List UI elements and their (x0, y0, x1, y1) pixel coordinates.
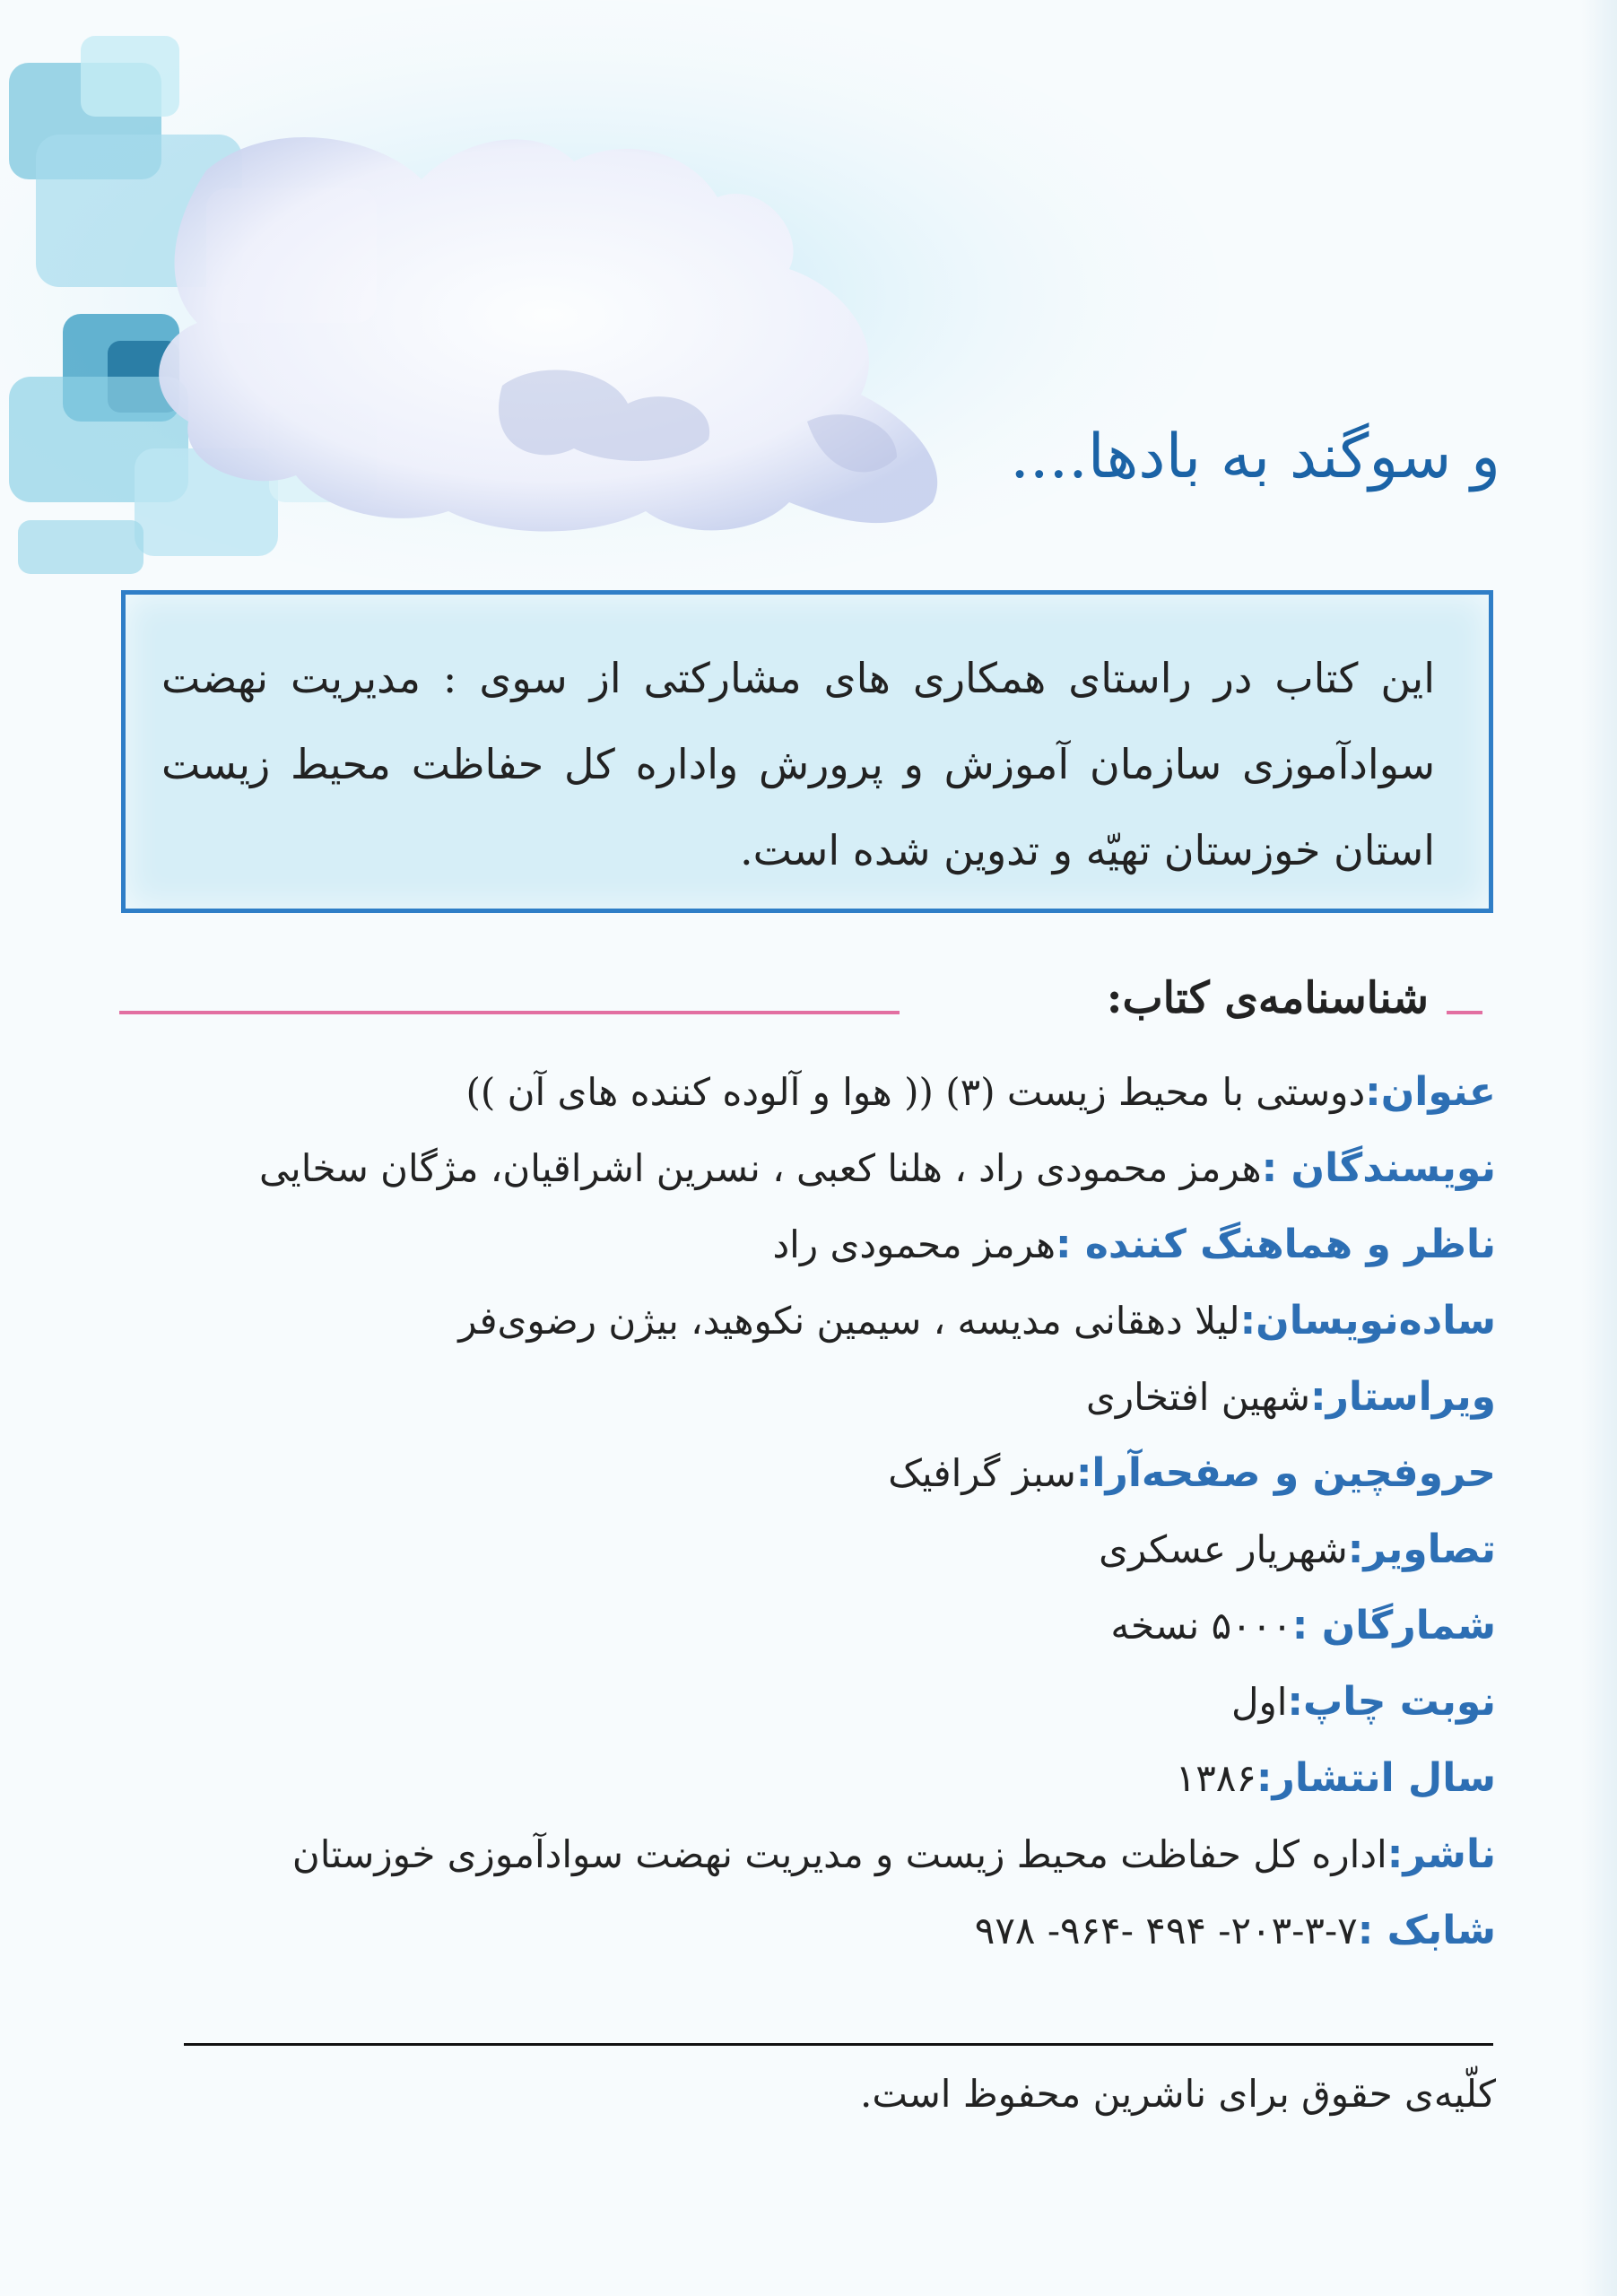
info-label: سال انتشار: (1256, 1755, 1496, 1801)
info-row-edition (133, 1664, 1496, 1740)
copyright-note: کلّیه‌ی حقوق برای ناشرین محفوظ است. (860, 2072, 1496, 2116)
info-value: هرمز محمودی راد (772, 1222, 1056, 1266)
info-value: هرمز محمودی راد ، هلنا کعبی ، نسرین اشراقیان، مژگان سخایی (259, 1146, 1262, 1190)
info-value: لیلا دهقانی مدیسه ، سیمین نکوهید، بیژن رضوی‌فر (458, 1299, 1240, 1343)
info-value: شهریار عسکری (1099, 1527, 1348, 1571)
intro-text: این کتاب در راستای همکاری های مشارکتی از سوی : مدیریت نهضت سوادآموزی سازمان آموزش و پرورش واداره کل حفاظت محیط زیست استان خوزستان تهیّه و تدوین شده است. (161, 654, 1435, 874)
info-value: ۷-۳-۲۰۳- ۴۹۴ -۹۶۴- ۹۷۸ (974, 1909, 1358, 1952)
section-title: شناسنامه‌ی کتاب: (1106, 973, 1429, 1023)
info-row-editor (133, 1359, 1496, 1435)
info-row-authors (133, 1130, 1496, 1206)
info-value: شهین افتخاری (1085, 1375, 1310, 1419)
info-label: ناشر: (1387, 1831, 1496, 1877)
info-value: سبز گرافیک (888, 1451, 1076, 1495)
info-row-isbn (133, 1892, 1496, 1969)
info-label: ناظر و هماهنگ کننده : (1055, 1222, 1496, 1267)
book-info-list (133, 1054, 1496, 1969)
book-identity-heading (119, 973, 1482, 1045)
info-label: تصاویر: (1347, 1526, 1496, 1572)
footer-divider (184, 2043, 1493, 2046)
info-row-typesetting (133, 1435, 1496, 1511)
info-label: شمارگان : (1291, 1603, 1496, 1648)
info-label: عنوان: (1365, 1069, 1496, 1115)
info-row-title (133, 1054, 1496, 1130)
info-value: ۱۳۸۶ (1175, 1756, 1256, 1800)
info-row-circulation (133, 1587, 1496, 1664)
motto-heading: و سوگند به بادها.... (1010, 422, 1500, 492)
info-label: ویراستار: (1309, 1374, 1496, 1420)
info-value: دوستی با محیط زیست (۳) (( هوا و آلوده کننده های آن )) (465, 1070, 1366, 1114)
heading-rule-long (119, 1011, 900, 1014)
info-row-supervisor (133, 1206, 1496, 1283)
info-value: اول (1230, 1680, 1288, 1724)
info-label: نوبت چاپ: (1287, 1679, 1496, 1725)
page-edge (1581, 0, 1617, 2296)
cloud-header-illustration (0, 0, 1525, 592)
info-row-year (133, 1740, 1496, 1816)
info-row-publisher (133, 1816, 1496, 1892)
info-label: نویسندگان : (1261, 1145, 1496, 1191)
info-label: شابک : (1357, 1908, 1496, 1953)
info-label: ساده‌نویسان: (1239, 1298, 1496, 1344)
heading-rule-short (1447, 1011, 1482, 1014)
info-row-simplifiers (133, 1283, 1496, 1359)
intro-box (121, 590, 1493, 913)
info-label: حروفچین و صفحه‌آرا: (1075, 1450, 1496, 1496)
info-value: اداره کل حفاظت محیط زیست و مدیریت نهضت سوادآموزی خوزستان (291, 1832, 1387, 1876)
info-row-illustrations (133, 1511, 1496, 1587)
info-value: ۵۰۰۰ نسخه (1110, 1604, 1292, 1648)
